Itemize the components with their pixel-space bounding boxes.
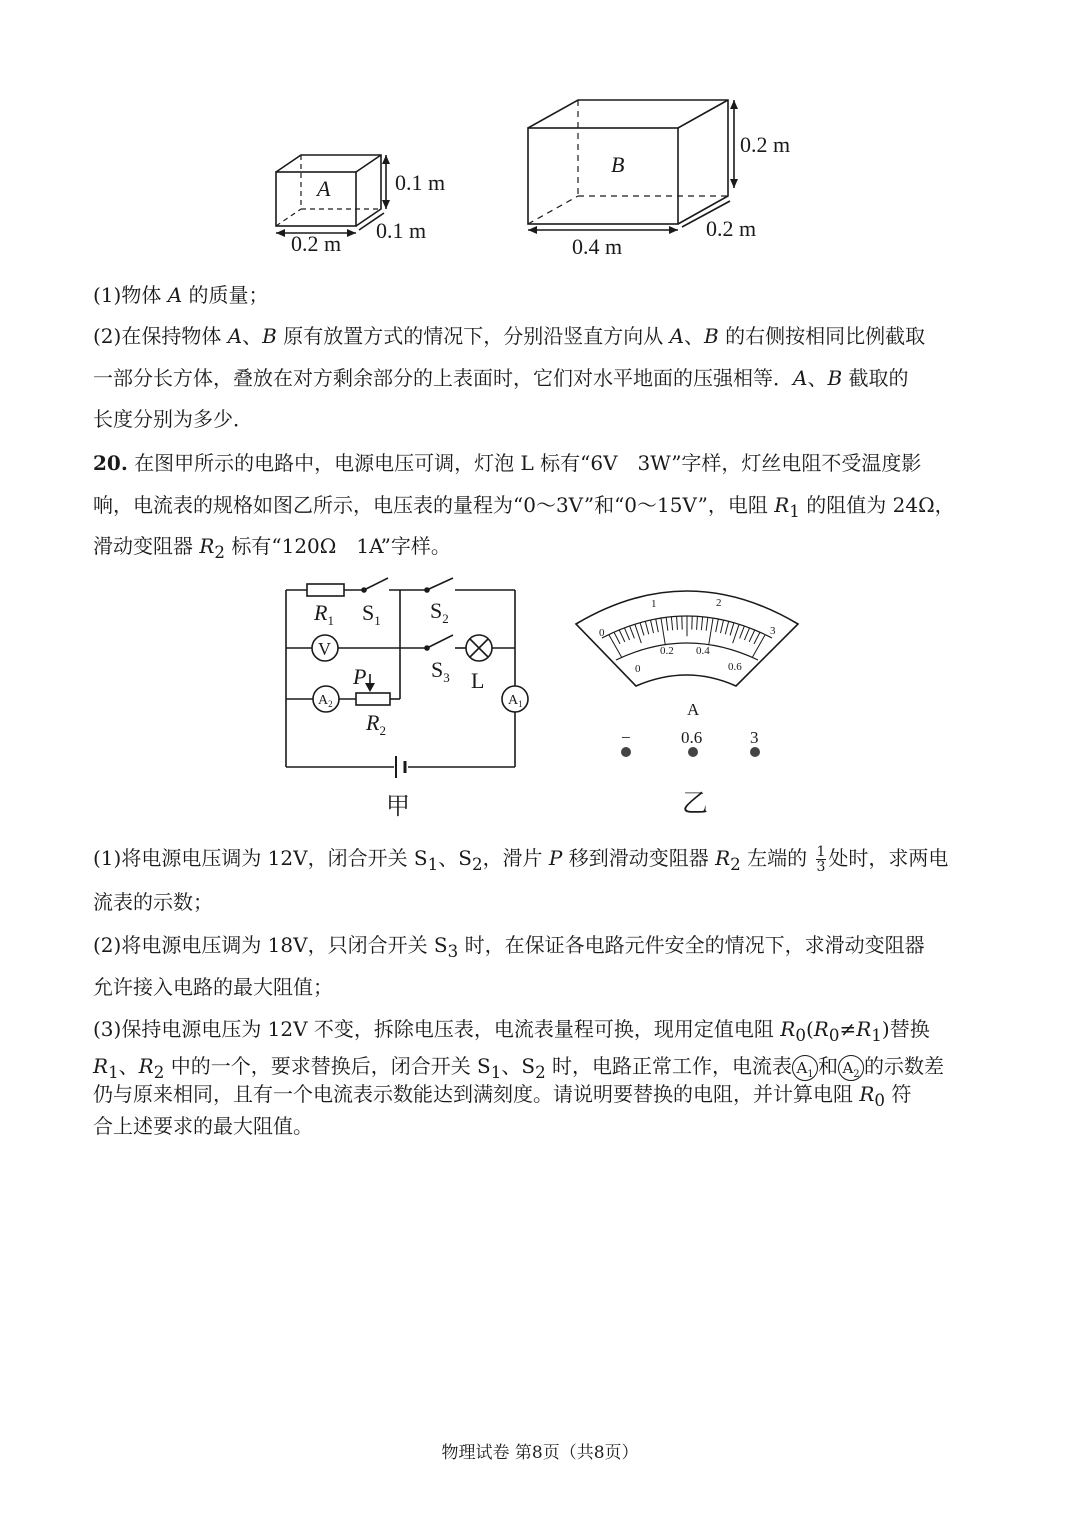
block-b-label: B bbox=[611, 152, 625, 177]
dial-tick bbox=[716, 619, 719, 632]
q20-sub1-line1: (1)将电源电压调为 12V，闭合开关 $S_1$、$S_2$，滑片 P 移到滑动变阻器 $R_2$ 左端的 $\frac{1}{3}$ 处时，求两电 bbox=[93, 844, 949, 875]
s2-label: $S_2$ bbox=[430, 598, 449, 626]
circuit-caption: 甲 bbox=[386, 794, 410, 820]
a2-circle-symbol: $A_2$ bbox=[838, 1055, 864, 1081]
block-a-depth-label: 0.1 m bbox=[376, 218, 427, 243]
inner-tick-2: 0.4 bbox=[696, 645, 710, 657]
dial-tick bbox=[651, 620, 654, 633]
q20-sub1-line2: 流表的示数； bbox=[93, 890, 213, 914]
terminal-3-label: 3 bbox=[750, 728, 759, 747]
dial-ticks bbox=[609, 616, 765, 657]
q19-sub2-line3: 长度分别为多少． bbox=[93, 407, 253, 431]
dial-tick bbox=[640, 623, 644, 636]
terminal-06 bbox=[688, 747, 698, 757]
dial-tick bbox=[609, 635, 622, 658]
block-b-width-label: 0.4 m bbox=[572, 234, 623, 259]
dial-tick bbox=[733, 624, 739, 643]
dial-tick bbox=[754, 632, 760, 644]
dial-tick bbox=[730, 623, 734, 636]
block-b-depth-label: 0.2 m bbox=[706, 216, 757, 241]
q19-sub2-line1: (2)在保持物体 A、B 原有放置方式的情况下，分别沿竖直方向从 A、B 的右侧按相同比例截取 bbox=[93, 324, 926, 348]
block-a-height-label: 0.1 m bbox=[395, 170, 446, 195]
dial-tick bbox=[635, 624, 641, 643]
q20-number: 20. bbox=[93, 451, 128, 475]
voltmeter-label: V bbox=[318, 639, 331, 659]
inner-tick-3: 0.6 bbox=[728, 661, 742, 673]
dial-tick bbox=[697, 616, 698, 629]
r2-label: $R_2$ bbox=[366, 710, 386, 738]
block-a-label: A bbox=[317, 176, 331, 201]
block-a-front bbox=[276, 172, 356, 226]
s1-switch bbox=[366, 578, 388, 589]
r2-rheostat bbox=[356, 693, 390, 705]
dial-frame bbox=[576, 591, 798, 686]
terminal-minus-label: − bbox=[621, 728, 631, 747]
dial-tick bbox=[661, 618, 665, 645]
dial-tick bbox=[725, 621, 728, 634]
q20-sub3-line4: 合上述要求的最大阻值。 bbox=[93, 1114, 313, 1138]
dial-tick bbox=[619, 630, 625, 642]
dial-tick bbox=[624, 628, 629, 640]
dial-tick bbox=[709, 618, 713, 645]
slider-p-label: P bbox=[353, 664, 367, 689]
dial-tick bbox=[706, 617, 708, 630]
q20-sub3-line3: 仍与原来相同，且有一个电流表示数能达到满刻度。请说明要替换的电阻，并计算电阻 $R_0$ 符 bbox=[93, 1082, 912, 1110]
q20-sub3-line1: (3)保持电源电压为 12V 不变，拆除电压表，电流表量程可换，现用定值电阻 $R_0(R_0\ne R_1)$替换 bbox=[93, 1017, 930, 1045]
ammeter-dial bbox=[560, 580, 820, 830]
outer-tick-0: 0 bbox=[599, 627, 605, 639]
dial-tick bbox=[744, 628, 749, 640]
dial-tick bbox=[740, 626, 745, 638]
s1-label: $S_1$ bbox=[362, 600, 381, 628]
s3-label: $S_3$ bbox=[431, 657, 450, 685]
terminal-minus bbox=[621, 747, 631, 757]
dial-tick bbox=[656, 619, 659, 632]
q20-sub2-line2: 允许接入电路的最大阻值； bbox=[93, 975, 333, 999]
s3-switch bbox=[429, 635, 453, 647]
dial-tick bbox=[701, 617, 702, 630]
q20-stem-line1: 20. 在图甲所示的电路中，电源电压可调，灯泡 L 标有“6V 3W”字样，灯丝电阻不受温度影 bbox=[93, 451, 922, 475]
inner-tick-0: 0 bbox=[635, 663, 641, 675]
dial-tick bbox=[645, 621, 648, 634]
q20-sub3-line2: $R_1$、$R_2$ 中的一个，要求替换后，闭合开关 $S_1$、$S_2$ 时，电路正常工作，电流表 $A_1$ 和 $A_2$ 的示数差 bbox=[93, 1054, 945, 1082]
ammeter-caption: 乙 bbox=[682, 789, 709, 818]
a1-circle-symbol: $A_1$ bbox=[792, 1055, 818, 1081]
q19-sub1: (1)物体 A 的质量； bbox=[93, 283, 269, 307]
dial-tick bbox=[720, 620, 723, 633]
block-b-height-label: 0.2 m bbox=[740, 132, 791, 157]
ammeter-unit: A bbox=[687, 700, 700, 719]
terminal-3 bbox=[750, 747, 760, 757]
dial-tick bbox=[666, 617, 668, 630]
outer-tick-1: 1 bbox=[651, 598, 657, 610]
r1-resistor bbox=[307, 584, 344, 596]
dial-tick bbox=[671, 617, 672, 630]
outer-tick-3: 3 bbox=[770, 625, 776, 637]
dial-tick bbox=[630, 626, 635, 638]
circuit-diagram bbox=[0, 570, 560, 825]
inner-tick-1: 0.2 bbox=[660, 645, 674, 657]
blocks-figure bbox=[0, 0, 1080, 270]
dial-tick bbox=[752, 635, 765, 658]
block-b-top-side bbox=[528, 100, 728, 224]
q20-stem-line2: 响，电流表的规格如图乙所示，电压表的量程为“0～3V”和“0～15V”，电阻 $R_1$ 的阻值为 24Ω， bbox=[93, 493, 955, 521]
block-b-front bbox=[528, 128, 678, 224]
q19-sub2-line2: 一部分长方体，叠放在对方剩余部分的上表面时，它们对水平地面的压强相等．A、B 截取的 bbox=[93, 366, 909, 390]
page-footer: 物理试卷 第8页（共8页） bbox=[441, 1443, 639, 1463]
outer-tick-2: 2 bbox=[716, 597, 722, 609]
dial-tick bbox=[614, 632, 620, 644]
dial-tick bbox=[677, 616, 678, 629]
s2-switch bbox=[429, 578, 453, 589]
block-a-width-label: 0.2 m bbox=[291, 231, 342, 256]
lamp-label: L bbox=[471, 668, 485, 693]
q20-sub2-line1: (2)将电源电压调为 18V，只闭合开关 $S_3$ 时，在保证各电路元件安全的情况下，求滑动变阻器 bbox=[93, 933, 925, 961]
fraction-one-third: $\frac{1}{3}$ bbox=[816, 844, 826, 875]
q20-stem-line3: 滑动变阻器 $R_2$ 标有“120Ω 1A”字样。 bbox=[93, 534, 451, 562]
a1-label: $A_1$ bbox=[508, 693, 523, 709]
terminal-06-label: 0.6 bbox=[681, 728, 703, 747]
dial-tick bbox=[749, 630, 755, 642]
r1-label: $R_1$ bbox=[314, 600, 334, 628]
a2-label: $A_2$ bbox=[318, 693, 333, 709]
